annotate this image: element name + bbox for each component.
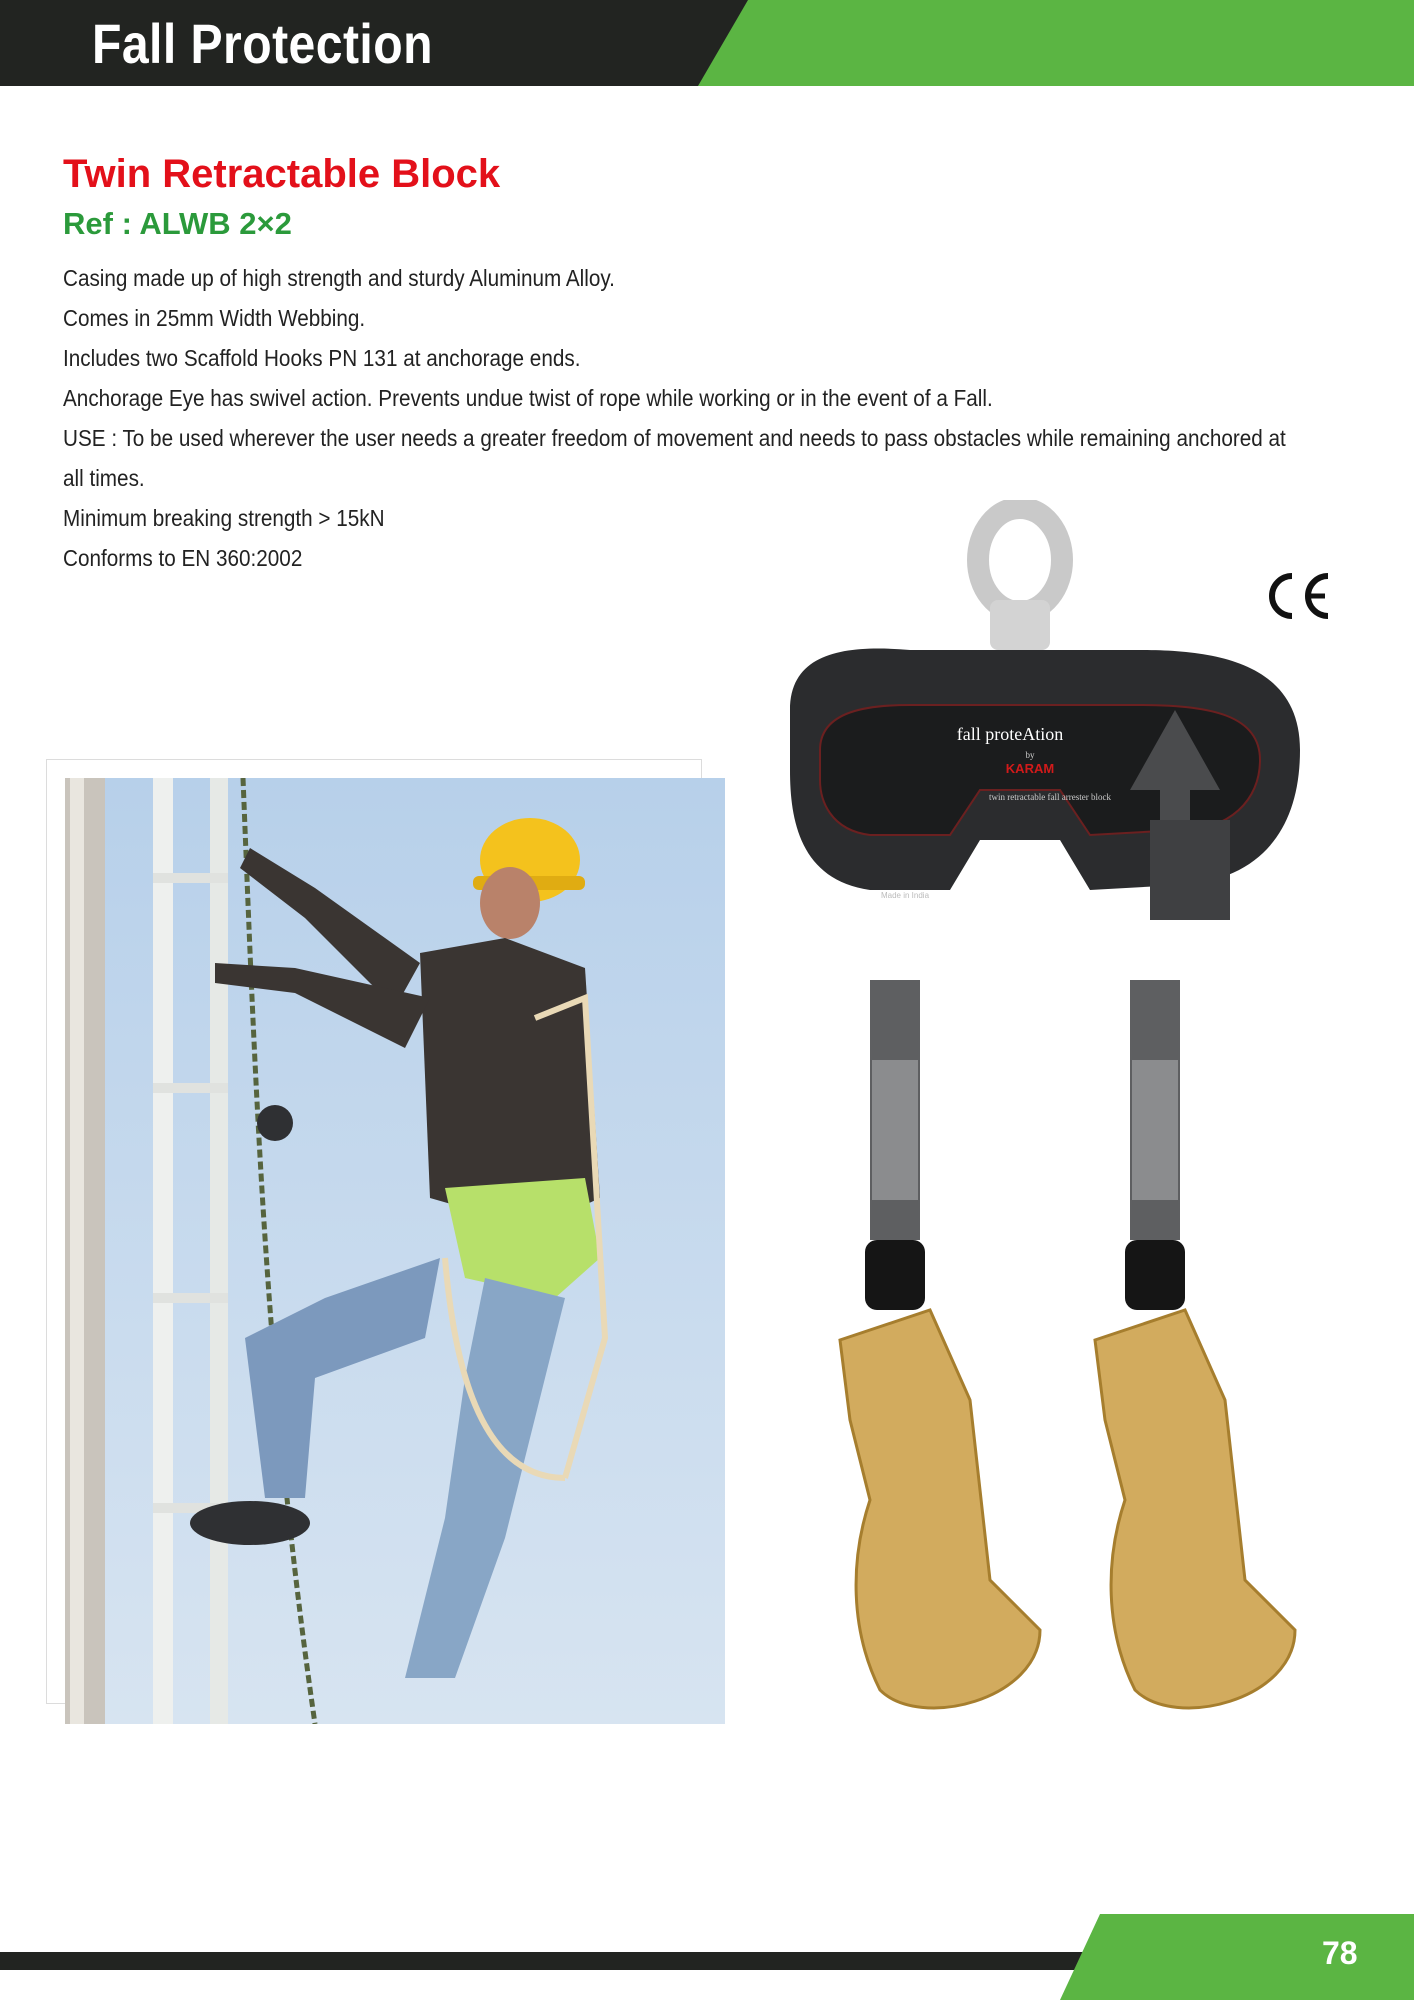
footer-green-tab	[1060, 1914, 1414, 2000]
product-label-maker: KARAM	[1005, 761, 1055, 776]
description-line: Comes in 25mm Width Webbing.	[63, 305, 366, 331]
twin-retractable-block-product-image	[760, 500, 1340, 1760]
product-ref: Ref : ALWB 2×2	[63, 206, 292, 241]
footer-dark-bar	[0, 1952, 1100, 1970]
worker-climbing-ladder-photo	[65, 778, 725, 1724]
product-title: Twin Retractable Block	[63, 152, 501, 196]
page-number: 78	[1322, 1935, 1358, 1971]
description-line: Anchorage Eye has swivel action. Prevents undue twist of rope while working or in the event of a Fall.	[63, 385, 993, 411]
description-line: Conforms to EN 360:2002	[63, 545, 303, 571]
description-line: USE : To be used wherever the user needs a greater freedom of movement and needs to pass obstacles while remaining anchored at	[63, 425, 1286, 451]
product-label-by: by	[1025, 750, 1035, 760]
product-label-brand: fall proteAtion	[956, 724, 1064, 744]
product-label-made-in: Made in India	[880, 891, 930, 900]
description-line: Minimum breaking strength > 15kN	[63, 505, 385, 531]
page-title: Fall Protection	[92, 12, 433, 75]
description-line: Includes two Scaffold Hooks PN 131 at anchorage ends.	[63, 345, 581, 371]
description-line: Casing made up of high strength and sturdy Aluminum Alloy.	[63, 265, 615, 291]
description-line: all times.	[63, 465, 145, 491]
product-label-subtitle: twin retractable fall arrester block	[989, 792, 1111, 802]
